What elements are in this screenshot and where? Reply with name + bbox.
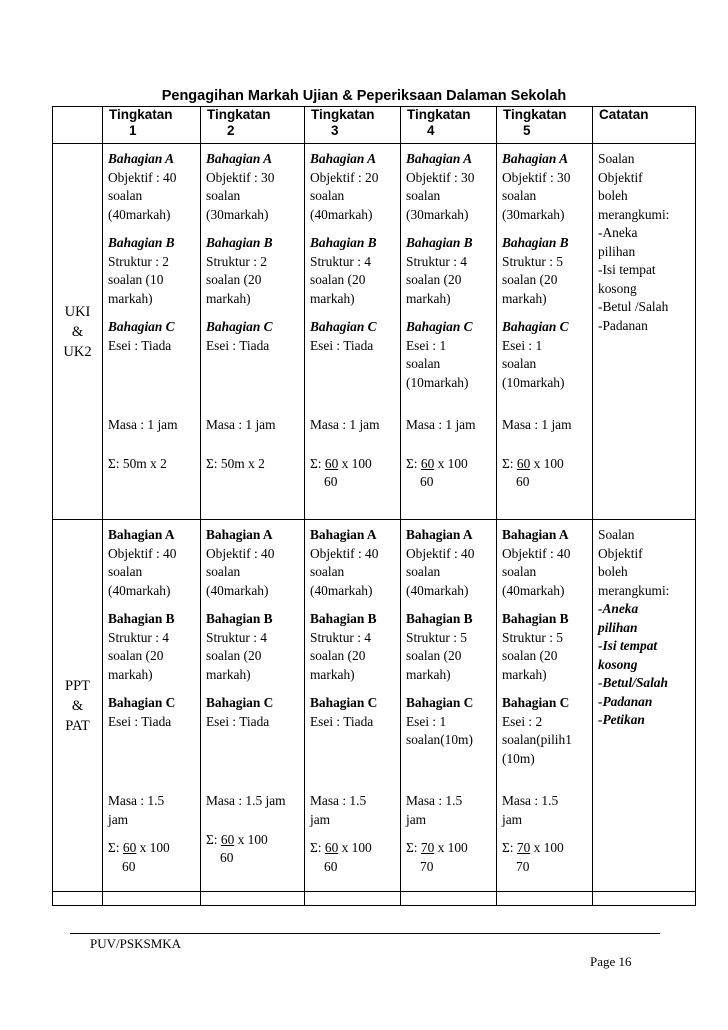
- cell-line: Objektif : 30: [206, 169, 275, 185]
- cell-line: Struktur : 5: [406, 629, 468, 645]
- cell-line: soalan (20: [206, 272, 262, 287]
- catatan-line: -Padanan: [598, 693, 653, 709]
- catatan-line: -Betul/Salah: [598, 675, 668, 690]
- cell-line: (30markah): [406, 206, 469, 222]
- cell-line: soalan: [206, 188, 241, 203]
- cell-line: markah): [406, 666, 451, 682]
- table-cell: [103, 520, 201, 892]
- cell-line: (40markah): [310, 582, 373, 598]
- section-title: Bahagian A: [310, 151, 377, 166]
- cell-line: soalan (20: [310, 272, 366, 287]
- masa-line: jam: [502, 811, 523, 827]
- cell-line: soalan: [108, 564, 143, 579]
- catatan-line: -Aneka: [598, 601, 639, 616]
- section-title: Bahagian C: [108, 695, 176, 710]
- cell-line: soalan (10: [108, 272, 164, 287]
- masa-line: jam: [108, 811, 129, 827]
- table-cell: [401, 520, 497, 892]
- cell-line: soalan: [310, 188, 345, 203]
- section-title: Bahagian B: [406, 235, 473, 250]
- table-cell: [201, 520, 305, 892]
- cell-line: markah): [502, 666, 547, 682]
- cell-line: soalan (20: [502, 648, 558, 663]
- masa-line: jam: [406, 811, 427, 827]
- cell-line: Objektif : 40: [206, 545, 275, 561]
- catatan-line: kosong: [598, 280, 637, 296]
- catatan-line: -Betul /Salah: [598, 299, 669, 314]
- page-number: Page 16: [590, 954, 632, 969]
- cell-line: soalan: [502, 564, 537, 579]
- catatan-line: Soalan: [598, 151, 635, 166]
- sum-formula: Σ: 60 x 100: [310, 840, 372, 855]
- cell-line: Esei : Tiada: [108, 713, 172, 729]
- sum-denominator: 60: [324, 858, 338, 874]
- sum-denominator: 60: [420, 474, 434, 489]
- table-cell: [401, 144, 497, 520]
- catatan-line: -Isi tempat: [598, 638, 658, 653]
- cell-line: Esei : 1: [406, 713, 447, 729]
- section-title: Bahagian C: [406, 695, 474, 710]
- catatan-line: pilihan: [598, 619, 638, 635]
- cell-line: (30markah): [502, 206, 565, 222]
- marks-table: [52, 106, 696, 906]
- table-cell: [497, 520, 593, 892]
- cell-line: soalan: [406, 356, 441, 371]
- catatan-line: Objektif: [598, 545, 643, 561]
- cell-line: Struktur : 2: [206, 253, 268, 269]
- cell-line: soalan (20: [406, 648, 462, 663]
- cell-line: markah): [502, 290, 547, 306]
- sum-denominator: 70: [420, 858, 434, 874]
- row-label-line: &: [71, 323, 84, 340]
- cell-line: Objektif : 30: [406, 169, 475, 185]
- section-title: Bahagian B: [406, 611, 473, 626]
- catatan-line: -Aneka: [598, 225, 638, 240]
- cell-line: markah): [206, 290, 251, 306]
- header-row: [53, 107, 696, 144]
- sum-formula: Σ: 50m x 2: [108, 455, 167, 471]
- header-tingkatan-4: Tingkatan 4: [401, 107, 497, 144]
- cell-line: Esei : Tiada: [206, 337, 270, 353]
- cell-line: Esei : Tiada: [206, 713, 270, 729]
- cell-line: Struktur : 5: [502, 629, 564, 645]
- cell-line: Esei : Tiada: [108, 337, 172, 353]
- table-cell: [497, 144, 593, 520]
- cell-line: markah): [310, 290, 355, 306]
- sum-denominator: 70: [516, 858, 530, 874]
- catatan-line: merangkumi:: [598, 582, 670, 598]
- section-title: Bahagian B: [310, 611, 377, 626]
- cell-line: soalan: [406, 564, 441, 579]
- header-tingkatan-2: Tingkatan 2: [201, 107, 305, 144]
- section-title: Bahagian B: [108, 235, 175, 250]
- cell-line: markah): [206, 666, 251, 682]
- cell-line: Objektif : 40: [108, 169, 177, 185]
- cell-line: Struktur : 4: [310, 253, 372, 269]
- catatan-line: -Padanan: [598, 317, 648, 333]
- header-empty: [53, 107, 103, 144]
- row-label-line: PPT: [65, 677, 90, 694]
- cell-line: Struktur : 5: [502, 253, 564, 269]
- masa-line: Masa : 1 jam: [310, 417, 380, 432]
- cell-line: markah): [406, 290, 451, 306]
- cell-line: soalan(10m): [406, 732, 473, 747]
- cell-line: (10m): [502, 750, 535, 766]
- cell-line: (40markah): [406, 582, 469, 598]
- section-title: Bahagian A: [406, 151, 473, 166]
- catatan-line: merangkumi:: [598, 206, 670, 222]
- sum-formula: Σ: 60 x 100: [406, 455, 468, 471]
- cell-line: Objektif : 40: [108, 545, 177, 561]
- catatan-line: Soalan: [598, 527, 635, 542]
- row-label: [53, 144, 103, 520]
- catatan-line: kosong: [598, 656, 638, 672]
- section-title: Bahagian C: [310, 319, 377, 334]
- cell-line: soalan: [502, 188, 537, 203]
- header-tingkatan-3: Tingkatan 3: [305, 107, 401, 144]
- cell-line: Objektif : 40: [502, 545, 571, 561]
- section-title: Bahagian A: [108, 151, 175, 166]
- footer-left: PUV/PSKSMKA: [90, 936, 182, 951]
- masa-line: Masa : 1.5: [502, 793, 559, 808]
- catatan-cell: [593, 144, 696, 520]
- catatan-cell: [593, 520, 696, 892]
- cell-line: soalan: [502, 356, 537, 371]
- cell-line: (10markah): [406, 374, 469, 390]
- section-title: Bahagian C: [206, 695, 274, 710]
- masa-line: jam: [310, 811, 331, 827]
- section-title: Bahagian C: [108, 319, 175, 334]
- table-row-empty: [53, 892, 696, 906]
- cell-line: markah): [108, 666, 153, 682]
- cell-line: Struktur : 4: [206, 629, 268, 645]
- catatan-line: pilihan: [598, 243, 636, 259]
- cell-line: Struktur : 4: [310, 629, 372, 645]
- cell-line: Objektif : 40: [310, 545, 379, 561]
- cell-line: Struktur : 4: [406, 253, 468, 269]
- cell-line: (40markah): [502, 582, 565, 598]
- sum-denominator: 60: [220, 850, 234, 865]
- cell-line: soalan: [206, 564, 241, 579]
- sum-denominator: 60: [516, 474, 530, 489]
- cell-line: (40markah): [108, 582, 171, 598]
- cell-line: soalan (20: [310, 648, 366, 663]
- masa-line: Masa : 1.5: [310, 793, 367, 808]
- section-title: Bahagian B: [206, 611, 273, 626]
- sum-formula: Σ: 50m x 2: [206, 455, 265, 471]
- sum-formula: Σ: 70 x 100: [502, 840, 564, 855]
- section-title: Bahagian C: [502, 695, 570, 710]
- sum-denominator: 60: [122, 858, 136, 874]
- section-title: Bahagian C: [406, 319, 473, 334]
- masa-line: Masa : 1.5: [108, 793, 165, 808]
- cell-line: Esei : 1: [406, 337, 447, 353]
- masa-line: Masa : 1 jam: [108, 417, 178, 432]
- cell-line: Objektif : 30: [502, 169, 571, 185]
- cell-line: soalan: [108, 188, 143, 203]
- table-cell: [201, 144, 305, 520]
- cell-line: markah): [310, 666, 355, 682]
- section-title: Bahagian B: [206, 235, 273, 250]
- section-title: Bahagian B: [310, 235, 377, 250]
- section-title: Bahagian A: [206, 151, 273, 166]
- table-cell: [305, 144, 401, 520]
- catatan-line: boleh: [598, 188, 628, 203]
- masa-line: Masa : 1 jam: [406, 417, 476, 432]
- cell-line: soalan(pilih1: [502, 732, 572, 747]
- cell-line: (30markah): [206, 206, 269, 222]
- cell-line: Objektif : 20: [310, 169, 379, 185]
- cell-line: markah): [108, 290, 153, 306]
- section-title: Bahagian A: [108, 527, 175, 542]
- catatan-line: -Isi tempat: [598, 262, 656, 277]
- catatan-line: boleh: [598, 564, 628, 579]
- sum-formula: Σ: 60 x 100: [310, 455, 372, 471]
- catatan-line: -Petikan: [598, 712, 645, 727]
- header-tingkatan-5: Tingkatan 5: [497, 107, 593, 144]
- cell-line: Objektif : 40: [406, 545, 475, 561]
- row-label: [53, 520, 103, 892]
- section-title: Bahagian B: [502, 235, 569, 250]
- masa-line: Masa : 1 jam: [206, 417, 276, 432]
- table-row-uki: [53, 144, 696, 520]
- sum-formula: Σ: 60 x 100: [108, 840, 170, 855]
- masa-line: Masa : 1.5 jam: [206, 793, 286, 808]
- cell-line: soalan (20: [108, 648, 164, 663]
- section-title: Bahagian A: [206, 527, 273, 542]
- cell-line: soalan (20: [206, 648, 262, 663]
- section-title: Bahagian B: [108, 611, 175, 626]
- cell-line: Struktur : 4: [108, 629, 170, 645]
- sum-formula: Σ: 60 x 100: [502, 455, 564, 471]
- section-title: Bahagian C: [502, 319, 569, 334]
- cell-line: (40markah): [108, 206, 171, 222]
- cell-line: (40markah): [310, 206, 373, 222]
- header-tingkatan-1: Tingkatan 1: [103, 107, 201, 144]
- section-title: Bahagian B: [502, 611, 569, 626]
- table-cell: [103, 144, 201, 520]
- cell-line: soalan (20: [502, 272, 558, 287]
- cell-line: soalan: [406, 188, 441, 203]
- table-cell: [305, 520, 401, 892]
- page-title: Pengagihan Markah Ujian & Peperiksaan Dalaman Sekolah: [161, 88, 567, 104]
- cell-line: Esei : Tiada: [310, 337, 374, 353]
- section-title: Bahagian A: [310, 527, 377, 542]
- cell-line: soalan (20: [406, 272, 462, 287]
- cell-line: soalan: [310, 564, 345, 579]
- section-title: Bahagian C: [310, 695, 378, 710]
- sum-formula: Σ: 60 x 100: [206, 831, 268, 847]
- catatan-line: Objektif: [598, 169, 643, 185]
- table-row-ppt: [53, 520, 696, 892]
- cell-line: Esei : 2: [502, 713, 543, 729]
- footer-divider: [70, 933, 660, 934]
- sum-formula: Σ: 70 x 100: [406, 840, 468, 855]
- row-label-line: UK2: [63, 343, 92, 360]
- cell-line: Struktur : 2: [108, 253, 170, 269]
- section-title: Bahagian C: [206, 319, 273, 334]
- cell-line: Esei : 1: [502, 337, 543, 353]
- sum-denominator: 60: [324, 474, 338, 489]
- section-title: Bahagian A: [502, 151, 569, 166]
- section-title: Bahagian A: [406, 527, 473, 542]
- row-label-line: &: [71, 697, 84, 714]
- masa-line: Masa : 1 jam: [502, 417, 572, 432]
- row-label-line: UKI: [64, 303, 91, 320]
- masa-line: Masa : 1.5: [406, 793, 463, 808]
- cell-line: (10markah): [502, 374, 565, 390]
- cell-line: (40markah): [206, 582, 269, 598]
- header-catatan: Catatan: [593, 107, 696, 144]
- row-label-line: PAT: [65, 717, 90, 734]
- section-title: Bahagian A: [502, 527, 569, 542]
- cell-line: Esei : Tiada: [310, 713, 374, 729]
